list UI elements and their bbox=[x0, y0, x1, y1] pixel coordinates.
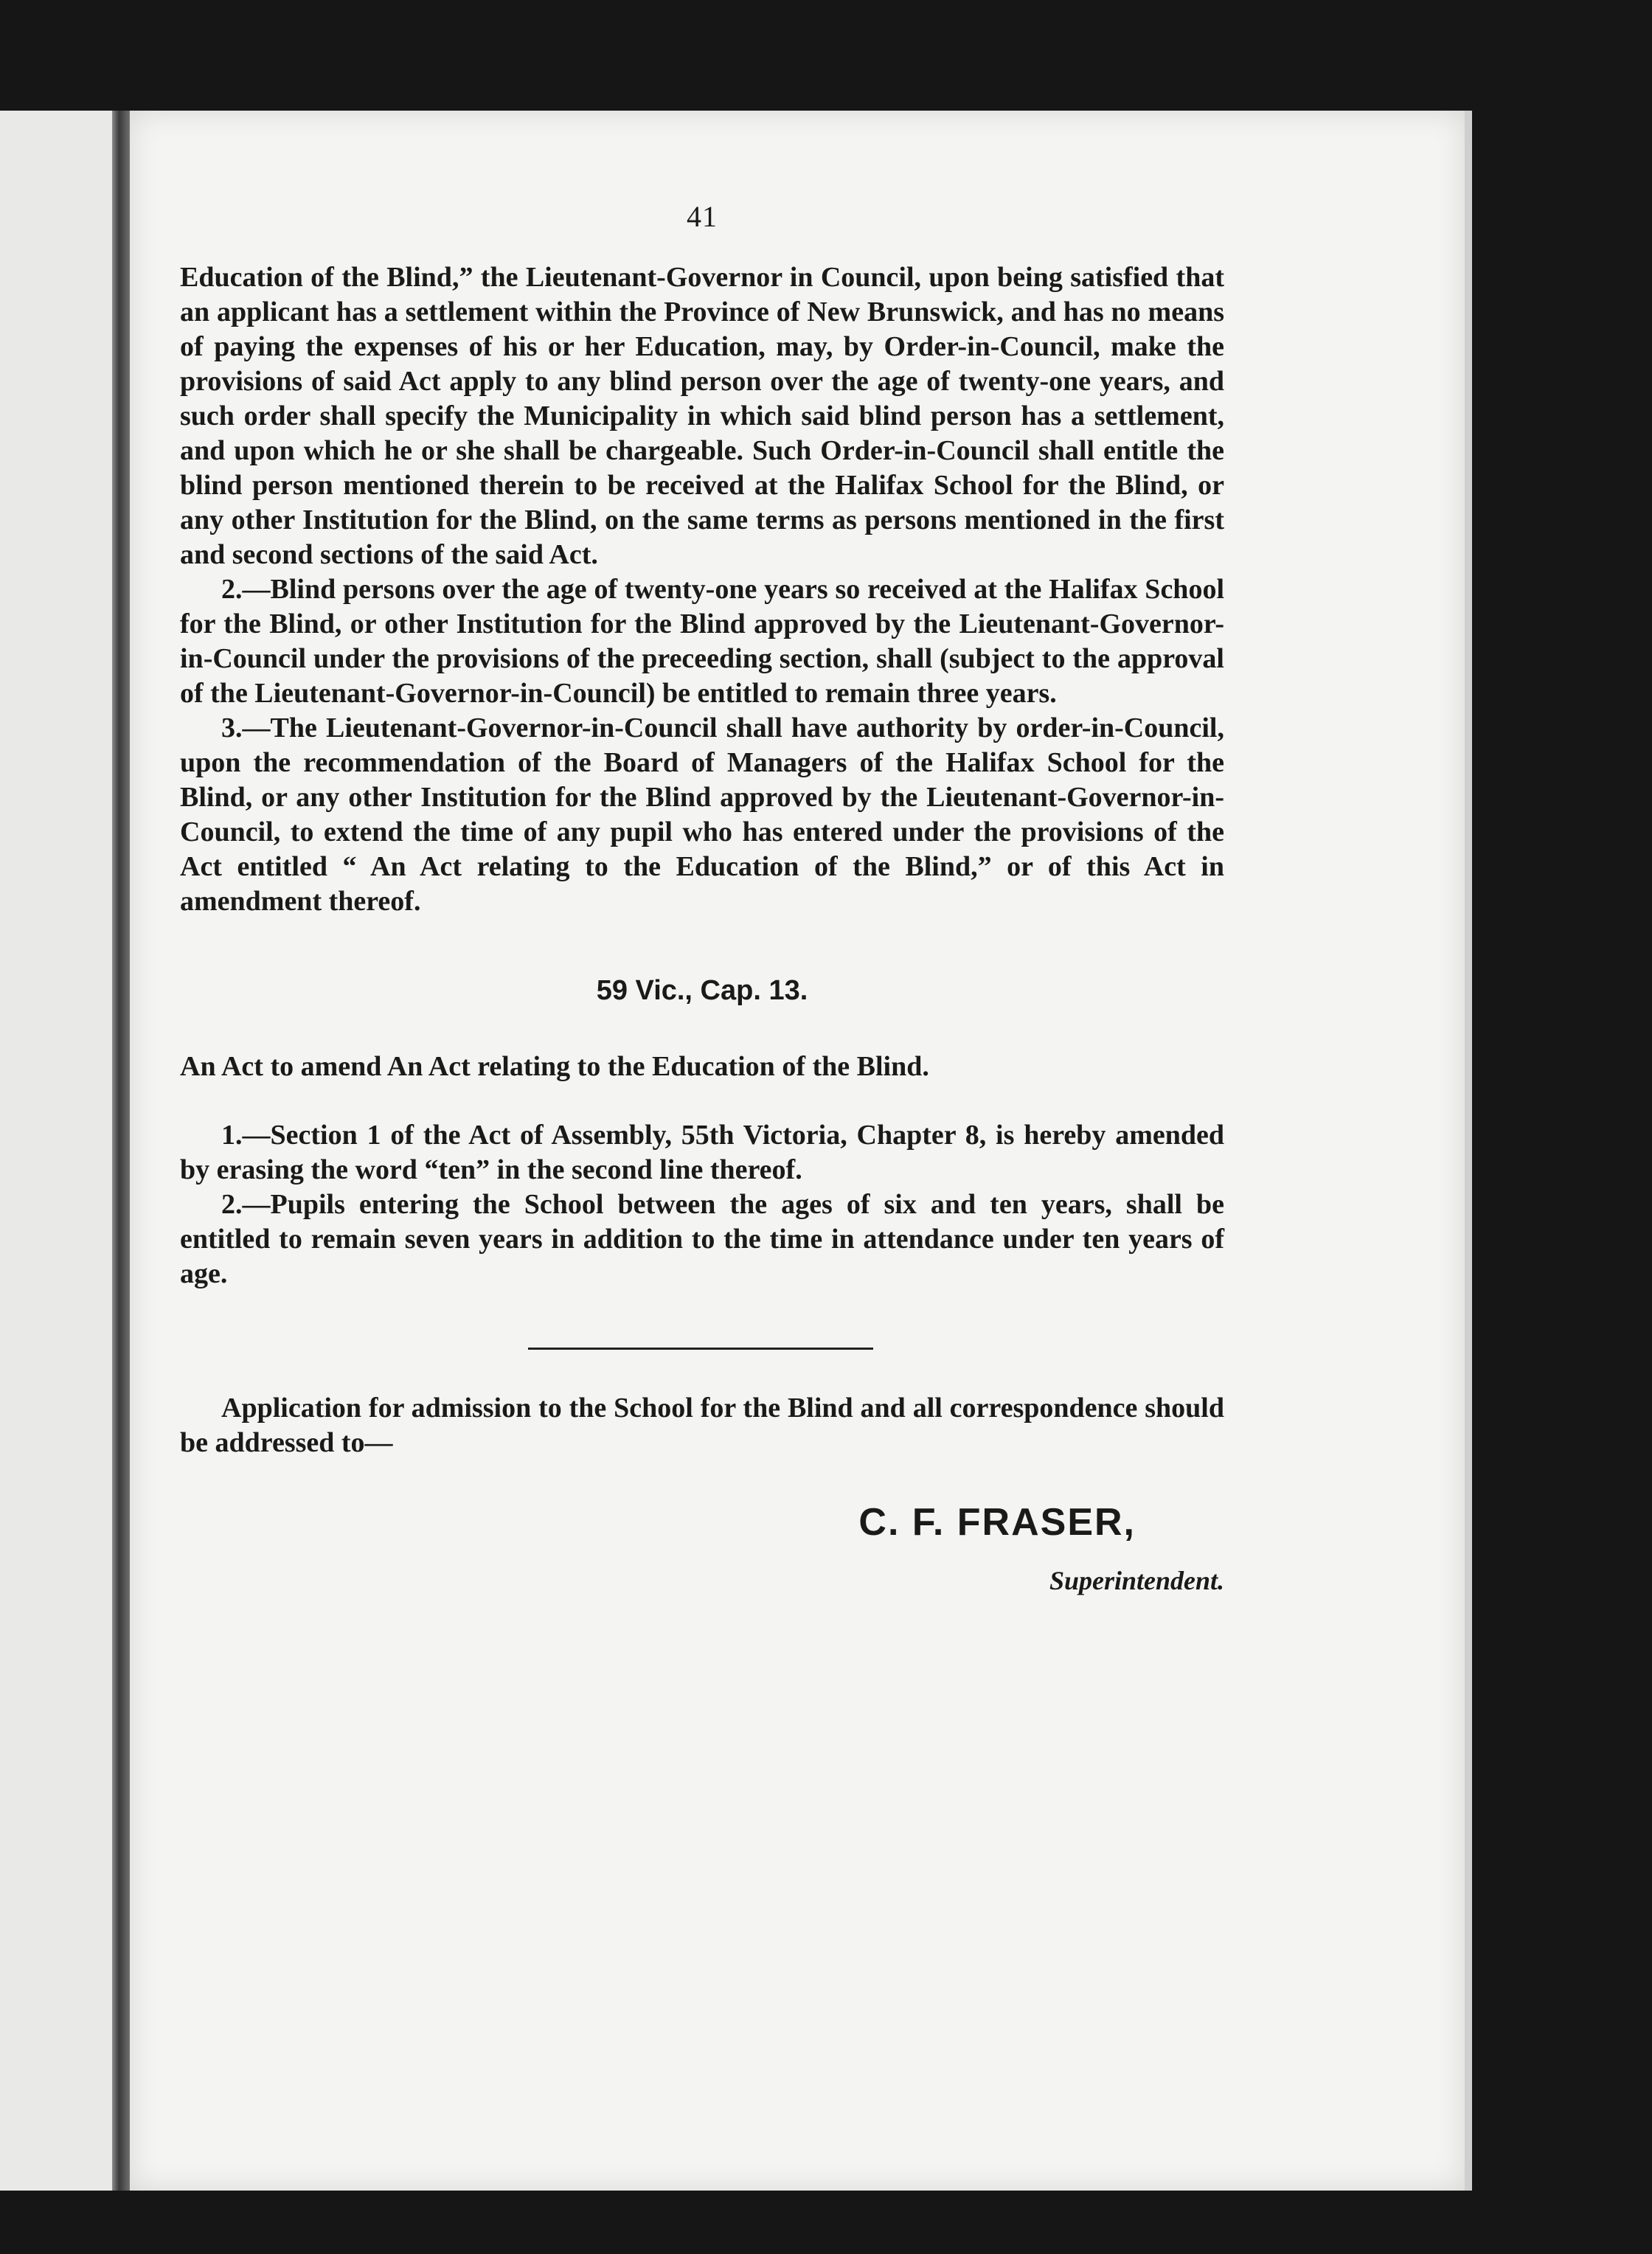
page-content bbox=[180, 199, 1224, 1596]
previous-page-edge bbox=[0, 111, 112, 2191]
horizontal-rule bbox=[528, 1348, 873, 1350]
page-right-edge bbox=[1465, 111, 1472, 2191]
act-heading: 59 Vic., Cap. 13. bbox=[596, 975, 808, 1006]
page-gutter bbox=[112, 111, 130, 2191]
act-section-1-paragraph: 1.—Section 1 of the Act of Assembly, 55th Victoria, Chapter 8, is hereby amended by erasing the word “ten” in the second line thereof. bbox=[180, 1120, 1224, 1185]
signatory-name: C. F. FRASER, bbox=[858, 1501, 1136, 1544]
act-section-2-paragraph: 2.—Pupils entering the School between the ages of six and ten years, shall be entitled to remain seven years in addition to the time in attendance under ten years of age. bbox=[180, 1189, 1224, 1289]
intro-paragraph: Education of the Blind,” the Lieutenant-Governor in Council, upon being satisfied that an applicant has a settlement within the Province of New Brunswick, and has no means of paying the expenses of his or her Education, may, by Order-in-Council, make the provisions of said Act apply to any blind person over the age of twenty-one years, and such order shall specify the Municipality in which said blind person has a settlement, and upon which he or she shall be chargeable. Such Order-in-Council shall entitle the blind person mentioned therein to be received at the Halifax School for the Blind, or any other Institution for the Blind, on the same terms as persons mentioned in the first and second sections of the said Act. bbox=[180, 262, 1224, 570]
signatory-role: Superintendent. bbox=[1049, 1566, 1224, 1595]
section-3-paragraph: 3.—The Lieutenant-Governor-in-Council shall have authority by order-in-Council, upon the recommendation of the Board of Managers of the Halifax School for the Blind, or any other Institution for the Blind approved by the Lieutenant-Governor-in-Council, to extend the time of any pupil who has entered under the provisions of the Act entitled “ An Act relating to the Education of the Blind,” or of this Act in amendment thereof. bbox=[180, 712, 1224, 917]
section-2-paragraph: 2.—Blind persons over the age of twenty-one years so received at the Halifax School for the Blind, or other Institution for the Blind approved by the Lieutenant-Governor-in-Council under the provisions of the preceeding section, shall (subject to the approval of the Lieutenant-Governor-in-Council) be entitled to remain three years. bbox=[180, 574, 1224, 709]
page-number: 41 bbox=[687, 200, 718, 233]
act-title: An Act to amend An Act relating to the Education of the Blind. bbox=[180, 1051, 929, 1082]
application-note: Application for admission to the School for the Blind and all correspondence should be addressed to— bbox=[180, 1393, 1224, 1458]
